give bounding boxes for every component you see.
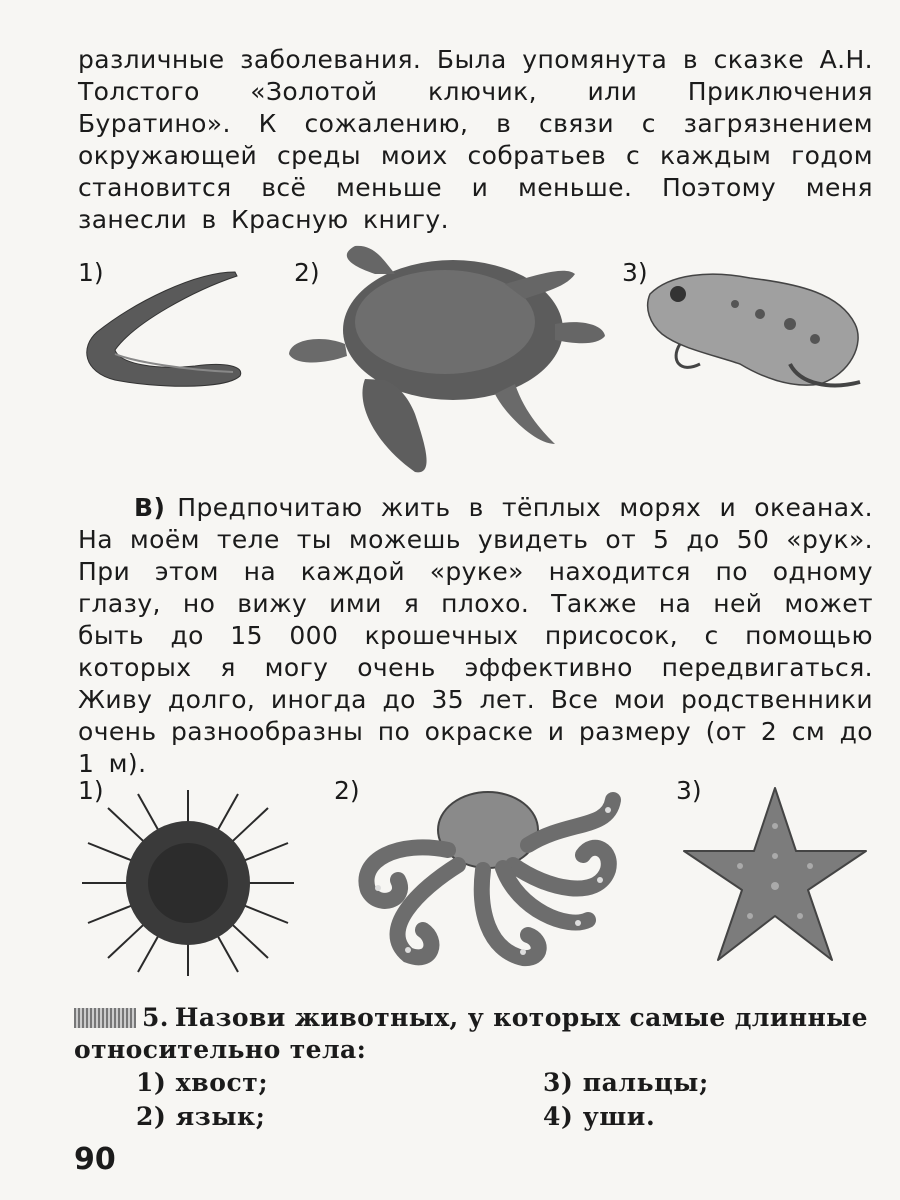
- option-label-2: 2): [294, 258, 320, 287]
- leech-image: [75, 262, 245, 402]
- option-label-3: 3): [676, 776, 702, 805]
- task-marker-icon: [74, 1008, 136, 1028]
- paragraph-previous-text: различные заболевания. Была упомянута в сказке А.Н. Толстого «Золотой ключик, или Приключения Буратино». К сожалению, в связи с загрязнением окружающей среды моих собратьев с каждым годом становится всё меньше и меньше. Поэтому меня занесли в Красную книгу.: [78, 45, 873, 234]
- option-label-2: 2): [334, 776, 360, 805]
- option-label-3: 3): [622, 258, 648, 287]
- task-number: 5.: [142, 1003, 169, 1032]
- option-label-1: 1): [78, 258, 104, 287]
- paragraph-riddle-v: [78, 492, 873, 780]
- starfish-image: [680, 786, 870, 966]
- answer-option-3: 3) пальцы;: [543, 1068, 709, 1097]
- turtle-image: [285, 244, 615, 476]
- riddle-text: Предпочитаю жить в тёплых морях и океанах. На моём теле ты можешь увидеть от 5 до 50 «рук». При этом на каждой «руке» находится по одному глазу, но вижу ими я плохо. Также на ней может быть до 15 000 крошечных присосок, с помощью которых я могу очень эффективно передвигаться. Живу долго, иногда до 35 лет. Все мои родственники очень разнообразны по окраске и размеру (от 2 см до 1 м).: [78, 493, 873, 778]
- task-5: [74, 1002, 874, 1066]
- answer-option-2: 2) язык;: [136, 1102, 266, 1131]
- option-label-1: 1): [78, 776, 104, 805]
- riddle-letter: В): [134, 493, 166, 522]
- sea-urchin-image: [78, 788, 298, 978]
- answer-option-1: 1) хвост;: [136, 1068, 269, 1097]
- page-number: 90: [74, 1142, 116, 1177]
- task-text: Назови животных, у которых самые длинные относительно тела:: [74, 1003, 868, 1064]
- answer-option-4: 4) уши.: [543, 1102, 656, 1131]
- octopus-image: [338, 780, 628, 970]
- frog-image: [640, 264, 870, 394]
